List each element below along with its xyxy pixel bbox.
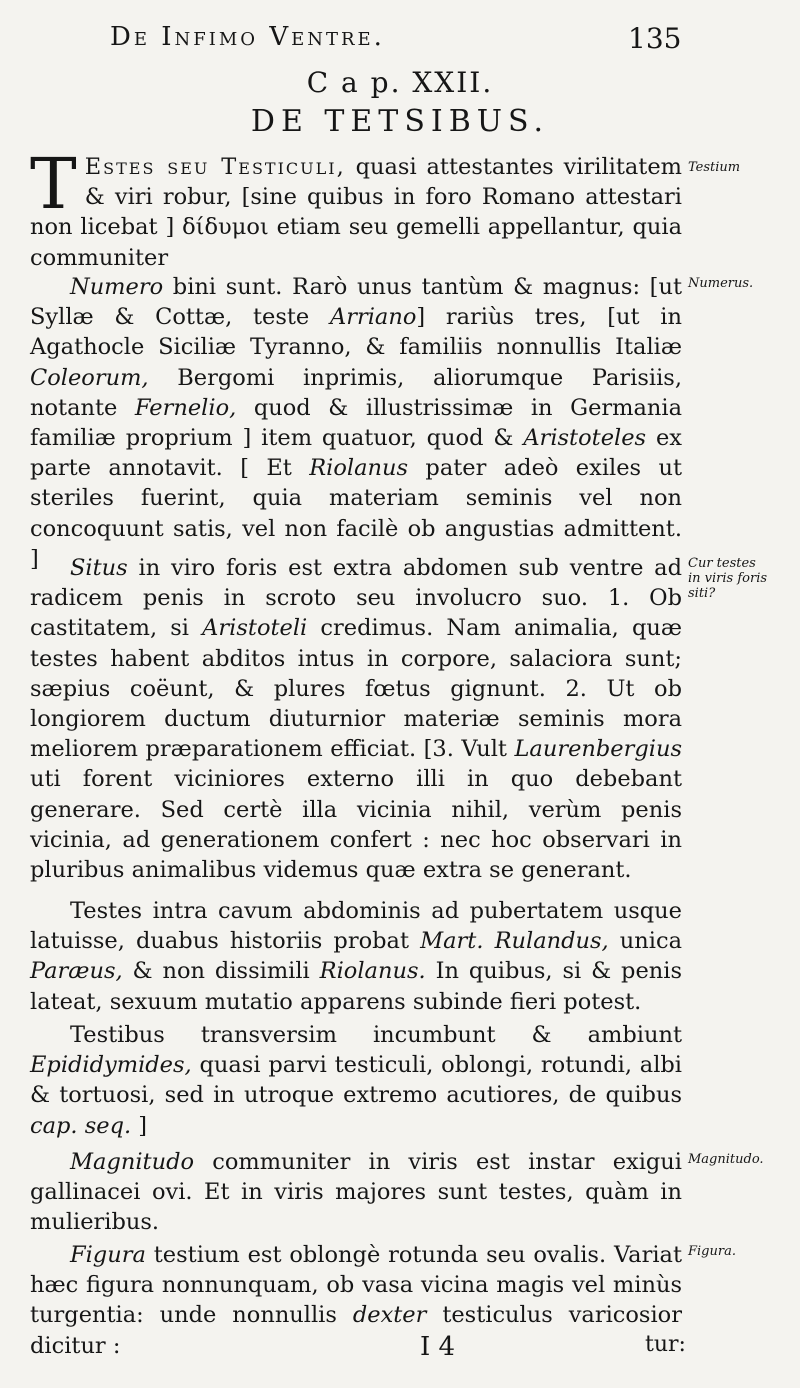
text-run: In quibus, si & penis lateat, sexuum mutatio apparens subinde fieri potest. [30,958,683,1015]
italic-term: Figura [70,1242,146,1268]
running-head: De Infimo Ventre. [110,22,385,52]
text-run: in viro foris est extra abdomen sub ventre ad radicem penis in scroto seu involucro suo. 1. Ob castitatem, si [30,555,682,642]
italic-reference: cap. seq. [30,1112,132,1139]
text-run: ] [131,1112,148,1139]
drop-cap: T [30,143,77,225]
italic-term: dexter [352,1302,427,1329]
paragraph-figura [30,1240,682,1361]
section-title: DE TETSIBUS. [250,104,550,139]
italic-name: Paræus, [30,958,123,985]
text-run: uti forent viciniores externo illi in quo debebant generare. Sed certè illa vicinia nihil, verùm penis vicinia, ad generationem confert : nec hoc observari in pluribus animalibus videmus quæ extra se generant. [30,766,682,884]
paragraph-numero [30,272,682,574]
text-run: Bergomi inprimis, aliorumque Parisiis, notante [30,364,682,421]
italic-term: Epididymides, [30,1052,192,1079]
page-number: 135 [628,22,682,55]
italic-name: Aristoteli [202,615,308,642]
italic-name: Aristoteles [523,425,647,452]
italic-name: Mart. Rulandus, [420,928,609,955]
margin-note-situs: Cur testes in viris foris siti? [688,556,768,601]
margin-note-numerus: Numerus. [688,276,754,291]
text-run: testiculus varicosior dicitur : [30,1302,682,1359]
text-run: Testes intra cavum abdominis ad pubertatem usque latuisse, duabus historiis probat [30,898,682,955]
italic-term: Numero [70,274,164,300]
italic-name: Arriano [329,304,417,331]
paragraph-text: quasi attestantes virilitatem & viri robur, [sine quibus in foro Romano attestari non licebat ] δίδυμοι etiam seu gemelli appellantur, quia communiter [30,154,682,271]
margin-note-testium: Testium [688,160,741,175]
text-run: Testibus transversim incumbunt & ambiunt [70,1022,682,1048]
text-run: unica [608,928,682,955]
paragraph-epididymides [30,1020,682,1141]
lead-words: Estes seu Testiculi, [84,154,346,180]
catchword: tur: [645,1332,686,1357]
text-run: quasi parvi testiculi, oblongi, rotundi, albi & tortuosi, sed in utroque extremo acutiores, de quibus [30,1052,682,1109]
signature-mark: I 4 [420,1332,456,1362]
text-run: pater adeò exiles ut steriles fuerint, quia materiam seminis vel non concoquunt satis, vel non facilè ob angustias admittent. ] [30,455,682,572]
italic-name: Riolanus [309,455,409,482]
text-run: ex parte annotavit. [ Et [30,425,682,482]
paragraph-testes [30,143,682,273]
italic-name: Coleorum, [30,364,149,391]
italic-name: Fernelio, [134,394,237,421]
text-run: testium est oblongè rotunda seu ovalis. Variat hæc figura nonnunquam, ob vasa vicina magis vel minùs turgentia: unde nonnullis [30,1242,682,1329]
paragraph-magnitudo [30,1147,682,1238]
paragraph-situs [30,553,682,885]
text-run: quod & illustrissimæ in Germania familiæ proprium ] item quatuor, quod & [30,394,682,452]
italic-name: Riolanus. [319,958,426,985]
paragraph-testes-intra [30,896,682,1017]
italic-term: Magnitudo [70,1149,195,1175]
text-run: & non dissimili [122,958,320,985]
italic-name: Laurenbergius [514,736,682,763]
text-run: communiter in viris est instar exigui gallinacei ovi. Et in viris majores sunt testes, quàm in mulieribus. [30,1149,682,1236]
margin-note-magnitudo: Magnitudo. [688,1152,764,1167]
text-run: credimus. Nam animalia, quæ testes habent abditos intus in corpore, salaciora sunt; sæpius coëunt, & plures fœtus gignunt. 2. Ut ob longiorem ductum diuturnior materiæ seminis mora meliorem præparationem efficiat. [3. Vult [30,615,682,763]
text-run: ] rariùs tres, [ut in Agathocle Siciliæ Tyranno, & familiis nonnullis Italiæ [30,304,682,361]
margin-note-figura: Figura. [688,1244,736,1259]
italic-term: Situs [70,555,128,581]
chapter-heading: C a p. XXII. [306,66,494,99]
text-run: bini sunt. Rarò unus tantùm & magnus: [ut Syllæ & Cottæ, teste [30,274,682,331]
